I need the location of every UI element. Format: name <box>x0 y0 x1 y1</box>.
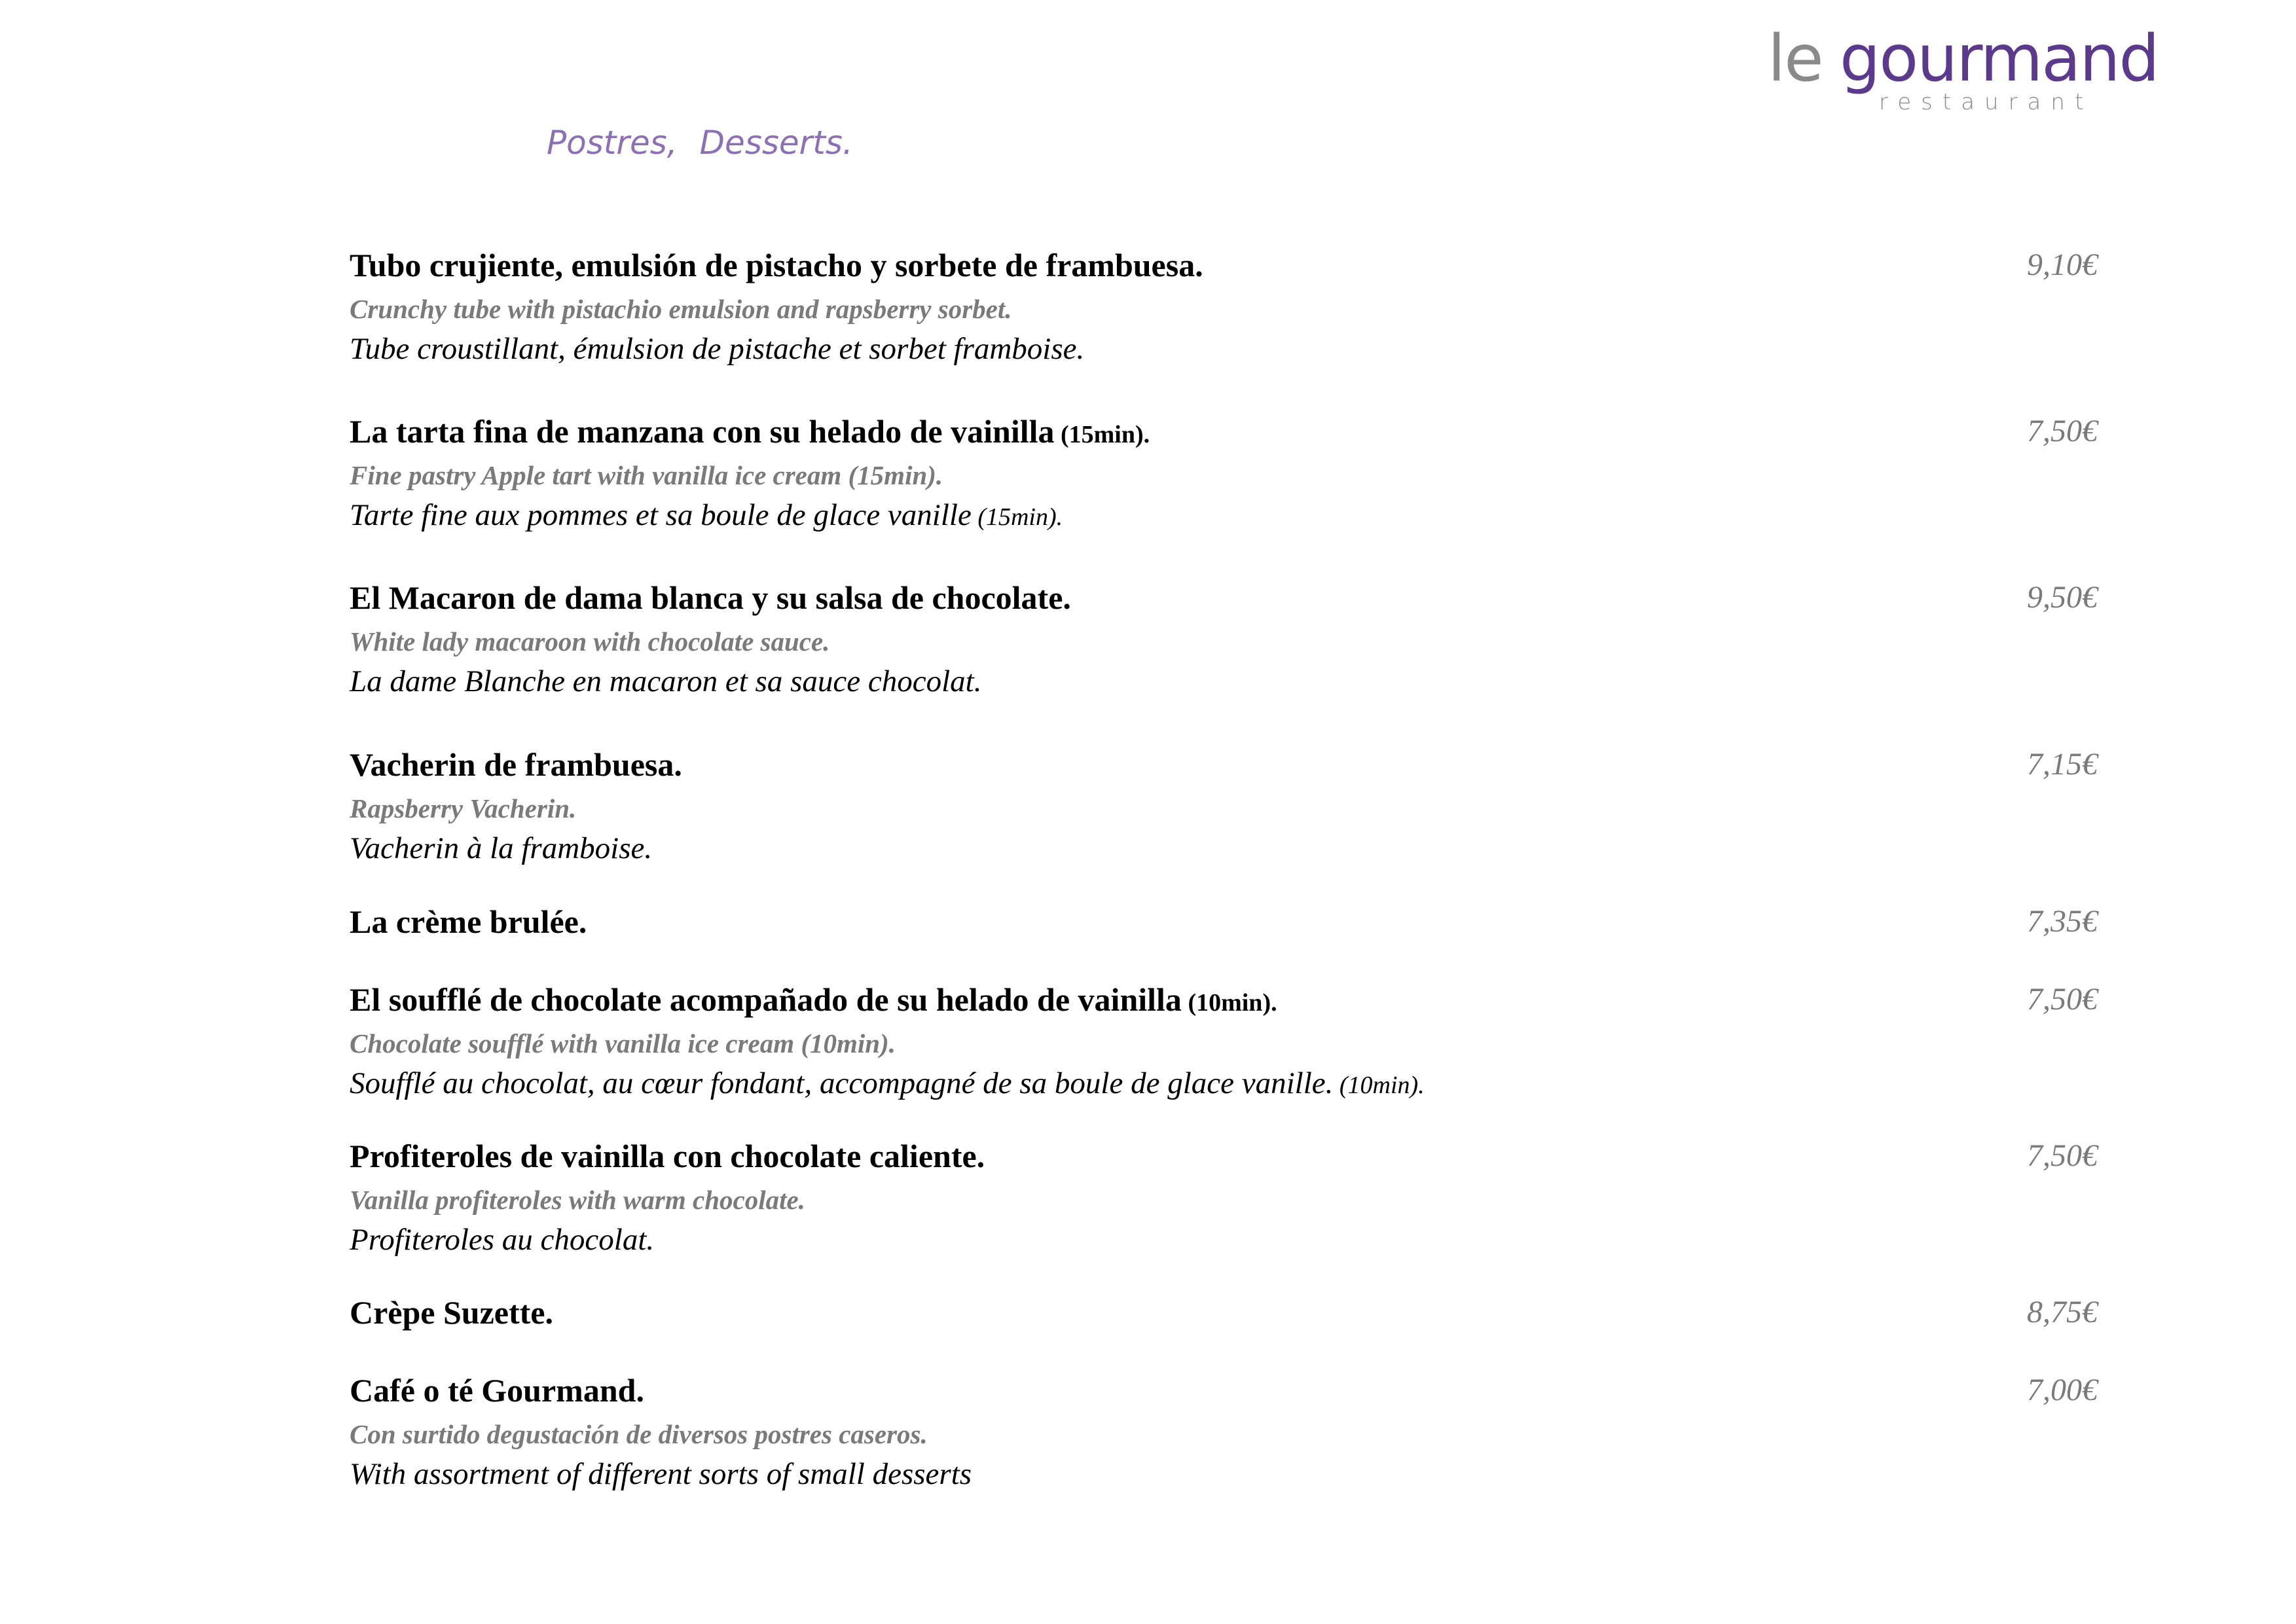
item-name-es: El soufflé de chocolate acompañado de su helado de vainilla (10min). <box>350 981 1277 1018</box>
menu-item <box>350 978 2098 1106</box>
item-name-es: Crèpe Suzette. <box>350 1294 553 1331</box>
item-price: 7,00€ <box>2027 1373 2098 1407</box>
item-name-en: Rapsberry Vacherin. <box>350 793 577 823</box>
item-name-en: Crunchy tube with pistachio emulsion and rapsberry sorbet. <box>350 294 1012 324</box>
item-name-fr: Vacherin à la framboise. <box>350 831 653 865</box>
logo-le: le <box>1768 22 1823 96</box>
item-price: 7,50€ <box>2027 1138 2098 1173</box>
item-name-fr: With assortment of different sorts of small desserts <box>350 1457 972 1491</box>
item-name-en: Chocolate soufflé with vanilla ice cream (10min). <box>350 1028 896 1058</box>
item-price: 9,10€ <box>2027 247 2098 282</box>
logo-restaurant: restaurant <box>1879 89 2094 115</box>
item-price: 7,50€ <box>2027 414 2098 448</box>
menu-item <box>350 1134 2098 1263</box>
item-name-es: Vacherin de frambuesa. <box>350 746 682 783</box>
item-price: 7,50€ <box>2027 982 2098 1017</box>
item-name-fr: Tarte fine aux pommes et sa boule de glace vanille (15min). <box>350 498 1063 532</box>
item-name-es: Profiteroles de vainilla con chocolate caliente. <box>350 1138 985 1174</box>
item-name-en: Fine pastry Apple tart with vanilla ice cream (15min). <box>350 460 943 490</box>
item-name-fr: Profiteroles au chocolat. <box>350 1223 655 1257</box>
menu-item <box>350 244 2098 372</box>
item-name-es: Tubo crujiente, emulsión de pistacho y sorbete de frambuesa. <box>350 247 1203 283</box>
menu-item <box>350 1291 2098 1337</box>
menu-item <box>350 900 2098 947</box>
item-name-en: Con surtido degustación de diversos postres caseros. <box>350 1419 928 1449</box>
item-name-es: El Macaron de dama blanca y su salsa de chocolate. <box>350 579 1071 616</box>
item-price: 8,75€ <box>2027 1295 2098 1329</box>
item-name-en: White lady macaroon with chocolate sauce. <box>350 626 830 657</box>
menu-item <box>350 743 2098 871</box>
item-name-es: La crème brulée. <box>350 903 587 940</box>
item-name-fr: Soufflé au chocolat, au cœur fondant, accompagné de sa boule de glace vanille. (10min). <box>350 1066 1425 1100</box>
item-name-en: Vanilla profiteroles with warm chocolate. <box>350 1185 805 1215</box>
menu-item <box>350 410 2098 538</box>
menu-item <box>350 576 2098 704</box>
item-name-fr: La dame Blanche en macaron et sa sauce chocolat. <box>350 664 982 698</box>
item-price: 7,35€ <box>2027 904 2098 939</box>
logo-gourmand: gourmand <box>1840 22 2159 96</box>
item-price: 9,50€ <box>2027 580 2098 615</box>
item-name-es: Café o té Gourmand. <box>350 1372 644 1409</box>
restaurant-logo <box>1768 22 2160 118</box>
item-price: 7,15€ <box>2027 747 2098 782</box>
section-title: Postres, Desserts. <box>547 124 853 162</box>
menu-item <box>350 1369 2098 1497</box>
item-name-fr: Tube croustillant, émulsion de pistache et sorbet framboise. <box>350 332 1085 366</box>
item-name-es: La tarta fina de manzana con su helado de vainilla (15min). <box>350 413 1150 450</box>
